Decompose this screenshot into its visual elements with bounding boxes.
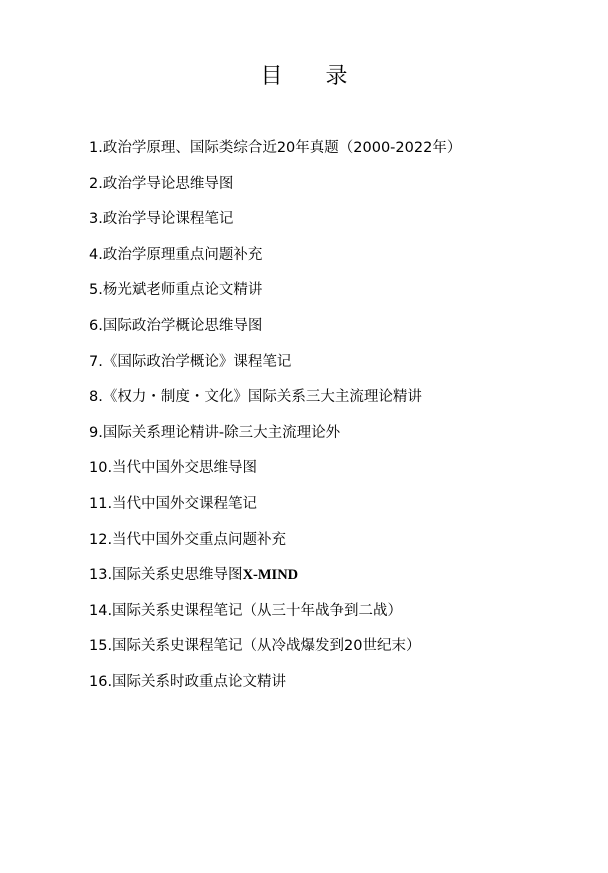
toc-item-text: 7.《国际政治学概论》课程笔记 [89, 353, 292, 370]
toc-item-text: 15.国际关系史课程笔记（从冷战爆发到20世纪末） [89, 638, 421, 655]
page-title: 目 录 [260, 64, 366, 89]
toc-item-text: 16.国际关系时政重点论文精讲 [89, 673, 287, 690]
toc-item [89, 278, 461, 314]
toc-item [89, 634, 461, 670]
toc-item-text: 3.政治学导论课程笔记 [89, 211, 234, 228]
toc-item [89, 421, 461, 457]
toc-item [89, 243, 461, 279]
toc-item [89, 563, 461, 599]
toc-item [89, 599, 461, 635]
toc-item [89, 670, 461, 706]
toc-item [89, 314, 461, 350]
toc-item-text: 5.杨光斌老师重点论文精讲 [89, 282, 263, 299]
toc-item [89, 136, 461, 172]
toc-item [89, 385, 461, 421]
toc-item [89, 528, 461, 564]
toc-item-text: 8.《权力・制度・文化》国际关系三大主流理论精讲 [89, 389, 422, 406]
toc-item-text: 13.国际关系史思维导图 [89, 567, 243, 584]
toc-item-text: 10.当代中国外交思维导图 [89, 460, 258, 477]
toc-item [89, 350, 461, 386]
toc-item-text: 11.当代中国外交课程笔记 [89, 495, 258, 512]
toc-item-text: 6.国际政治学概论思维导图 [89, 317, 263, 334]
toc-item-text: 9.国际关系理论精讲-除三大主流理论外 [89, 424, 341, 441]
toc-item-text: 12.当代中国外交重点问题补充 [89, 531, 287, 548]
toc-item [89, 492, 461, 528]
toc-item [89, 456, 461, 492]
toc-item-text: 14.国际关系史课程笔记（从三十年战争到二战） [89, 602, 403, 619]
toc-item [89, 172, 461, 208]
table-of-contents [89, 136, 461, 706]
toc-item-text: 4.政治学原理重点问题补充 [89, 246, 263, 263]
toc-item [89, 207, 461, 243]
toc-item-text: 1.政治学原理、国际类综合近20年真题（2000-2022年） [89, 140, 462, 156]
toc-item-text: 2.政治学导论思维导图 [89, 175, 234, 192]
toc-item-suffix: X-MIND [242, 567, 299, 584]
